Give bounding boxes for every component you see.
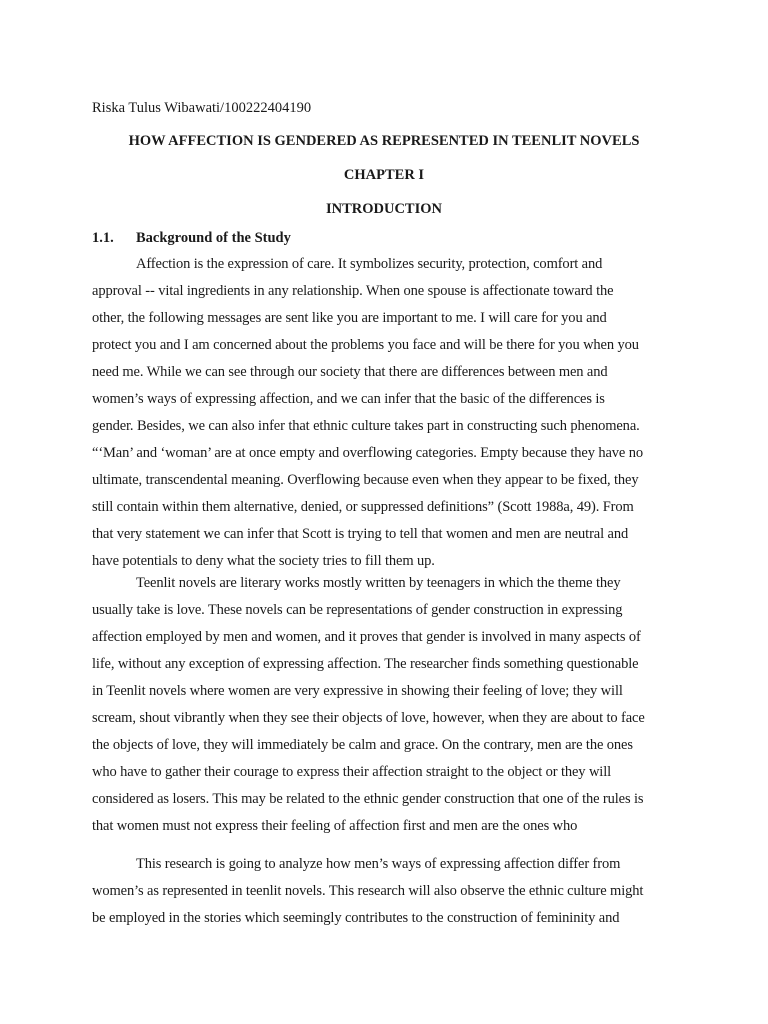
- text-line: the objects of love, they will immediately be calm and grace. On the contrary, men are the ones: [92, 737, 633, 753]
- chapter-heading: INTRODUCTION: [325, 201, 442, 217]
- paragraph-3: [92, 851, 676, 932]
- paragraph-1: [92, 251, 676, 575]
- text-line: This research is going to analyze how men’s ways of expressing affection differ from: [136, 856, 621, 872]
- text-line: that women must not express their feeling of affection first and men are the ones who: [92, 818, 578, 834]
- chapter-label: CHAPTER I: [343, 167, 425, 183]
- section-title: Background of the Study: [136, 230, 291, 246]
- text-line: protect you and I am concerned about the problems you face and will be there for you when you: [92, 337, 639, 353]
- text-line: Affection is the expression of care. It symbolizes security, protection, comfort and: [136, 256, 603, 272]
- text-line: have potentials to deny what the society tries to fill them up.: [92, 553, 435, 569]
- text-line: that very statement we can infer that Scott is trying to tell that women and men are neutral and: [92, 526, 629, 542]
- paragraph-2: [92, 570, 676, 840]
- text-line: need me. While we can see through our society that there are differences between men and: [92, 364, 608, 380]
- text-line: other, the following messages are sent like you are important to me. I will care for you and: [92, 310, 607, 326]
- author-line: Riska Tulus Wibawati/100222404190: [92, 100, 312, 116]
- section-number: 1.1.: [92, 230, 114, 246]
- text-line: considered as losers. This may be related to the ethnic gender construction that one of the rules is: [92, 791, 644, 807]
- text-line: ultimate, transcendental meaning. Overflowing because even when they appear to be fixed, they: [92, 472, 639, 488]
- text-line: in Teenlit novels where women are very expressive in showing their feeling of love; they will: [92, 683, 623, 699]
- paper-title: HOW AFFECTION IS GENDERED AS REPRESENTED IN TEENLIT NOVELS: [128, 133, 640, 149]
- text-line: scream, shout vibrantly when they see their objects of love, however, when they are about to face: [92, 710, 645, 726]
- text-line: still contain within them alternative, denied, or suppressed definitions” (Scott 1988a, 49). From: [92, 499, 634, 515]
- text-line: women’s ways of expressing affection, and we can infer that the basic of the differences is: [92, 391, 605, 407]
- text-line: be employed in the stories which seemingly contributes to the construction of femininity and: [92, 910, 620, 926]
- text-line: affection employed by men and women, and it proves that gender is involved in many aspects of: [92, 629, 641, 645]
- section-heading: [92, 228, 291, 248]
- text-line: “‘Man’ and ‘woman’ are at once empty and overflowing categories. Empty because they have no: [92, 445, 643, 461]
- text-line: gender. Besides, we can also infer that ethnic culture takes part in constructing such phenomena.: [92, 418, 640, 434]
- text-line: Teenlit novels are literary works mostly written by teenagers in which the theme they: [136, 575, 621, 591]
- text-line: life, without any exception of expressing affection. The researcher finds something questionable: [92, 656, 639, 672]
- text-line: usually take is love. These novels can be representations of gender construction in expressing: [92, 602, 623, 618]
- text-line: who have to gather their courage to express their affection straight to the object or they will: [92, 764, 612, 780]
- text-line: approval -- vital ingredients in any relationship. When one spouse is affectionate toward the: [92, 283, 614, 299]
- text-line: women’s as represented in teenlit novels. This research will also observe the ethnic culture might: [92, 883, 644, 899]
